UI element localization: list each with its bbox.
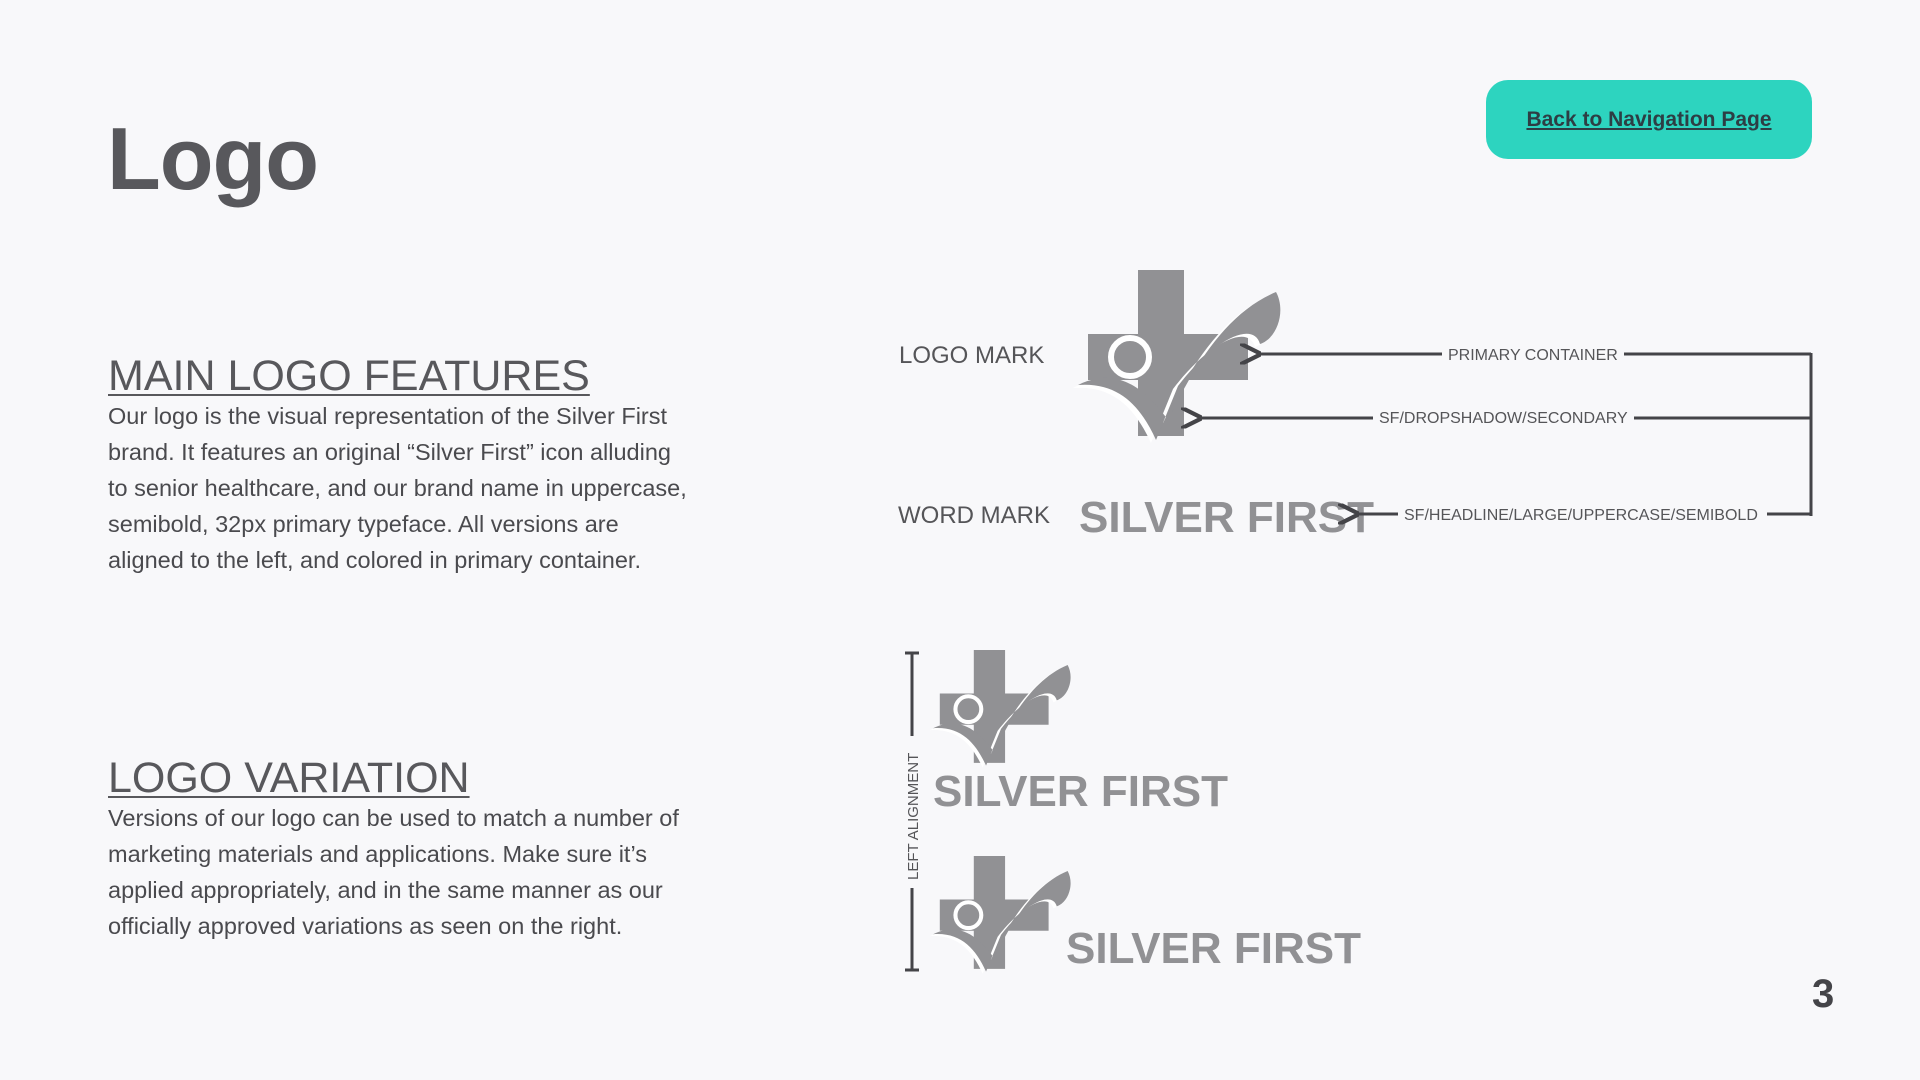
inline-logo-icon xyxy=(930,856,1071,974)
page-title: Logo xyxy=(107,109,319,208)
callout-dropshadow: SF/DROPSHADOW/SECONDARY xyxy=(1379,410,1628,427)
back-to-navigation-button[interactable]: Back to Navigation Page xyxy=(1486,80,1812,159)
page-number: 3 xyxy=(1812,972,1835,1016)
main-logo-features-body: Our logo is the visual representation of the Silver First brand. It features an original “Silver First” icon alluding to senior healthcare, and our brand name in uppercase, semibold, 32px primary typeface. All versions are aligned to the left, and colored in primary container. xyxy=(108,403,687,573)
main-logo-features-heading: MAIN LOGO FEATURES xyxy=(108,352,590,400)
word-mark-label: WORD MARK xyxy=(898,502,1050,529)
callout-lines xyxy=(1198,353,1811,516)
logo-variation-body: Versions of our logo can be used to match a number of marketing materials and applications. Make sure it’s applied appropriately, and in the same manner as our officially approved variations as seen on the right. xyxy=(108,805,679,939)
callout-headline: SF/HEADLINE/LARGE/UPPERCASE/SEMIBOLD xyxy=(1404,507,1758,524)
logo-mark-label: LOGO MARK xyxy=(899,342,1045,369)
logo-variation-heading: LOGO VARIATION xyxy=(108,754,470,802)
callout-primary-container: PRIMARY CONTAINER xyxy=(1448,347,1618,364)
stacked-wordmark: SILVER FIRST xyxy=(933,767,1228,816)
inline-wordmark: SILVER FIRST xyxy=(1066,924,1361,973)
left-alignment-label: LEFT ALIGNMENT xyxy=(905,752,922,880)
stacked-logo-icon xyxy=(930,650,1071,768)
main-wordmark: SILVER FIRST xyxy=(1079,493,1374,542)
